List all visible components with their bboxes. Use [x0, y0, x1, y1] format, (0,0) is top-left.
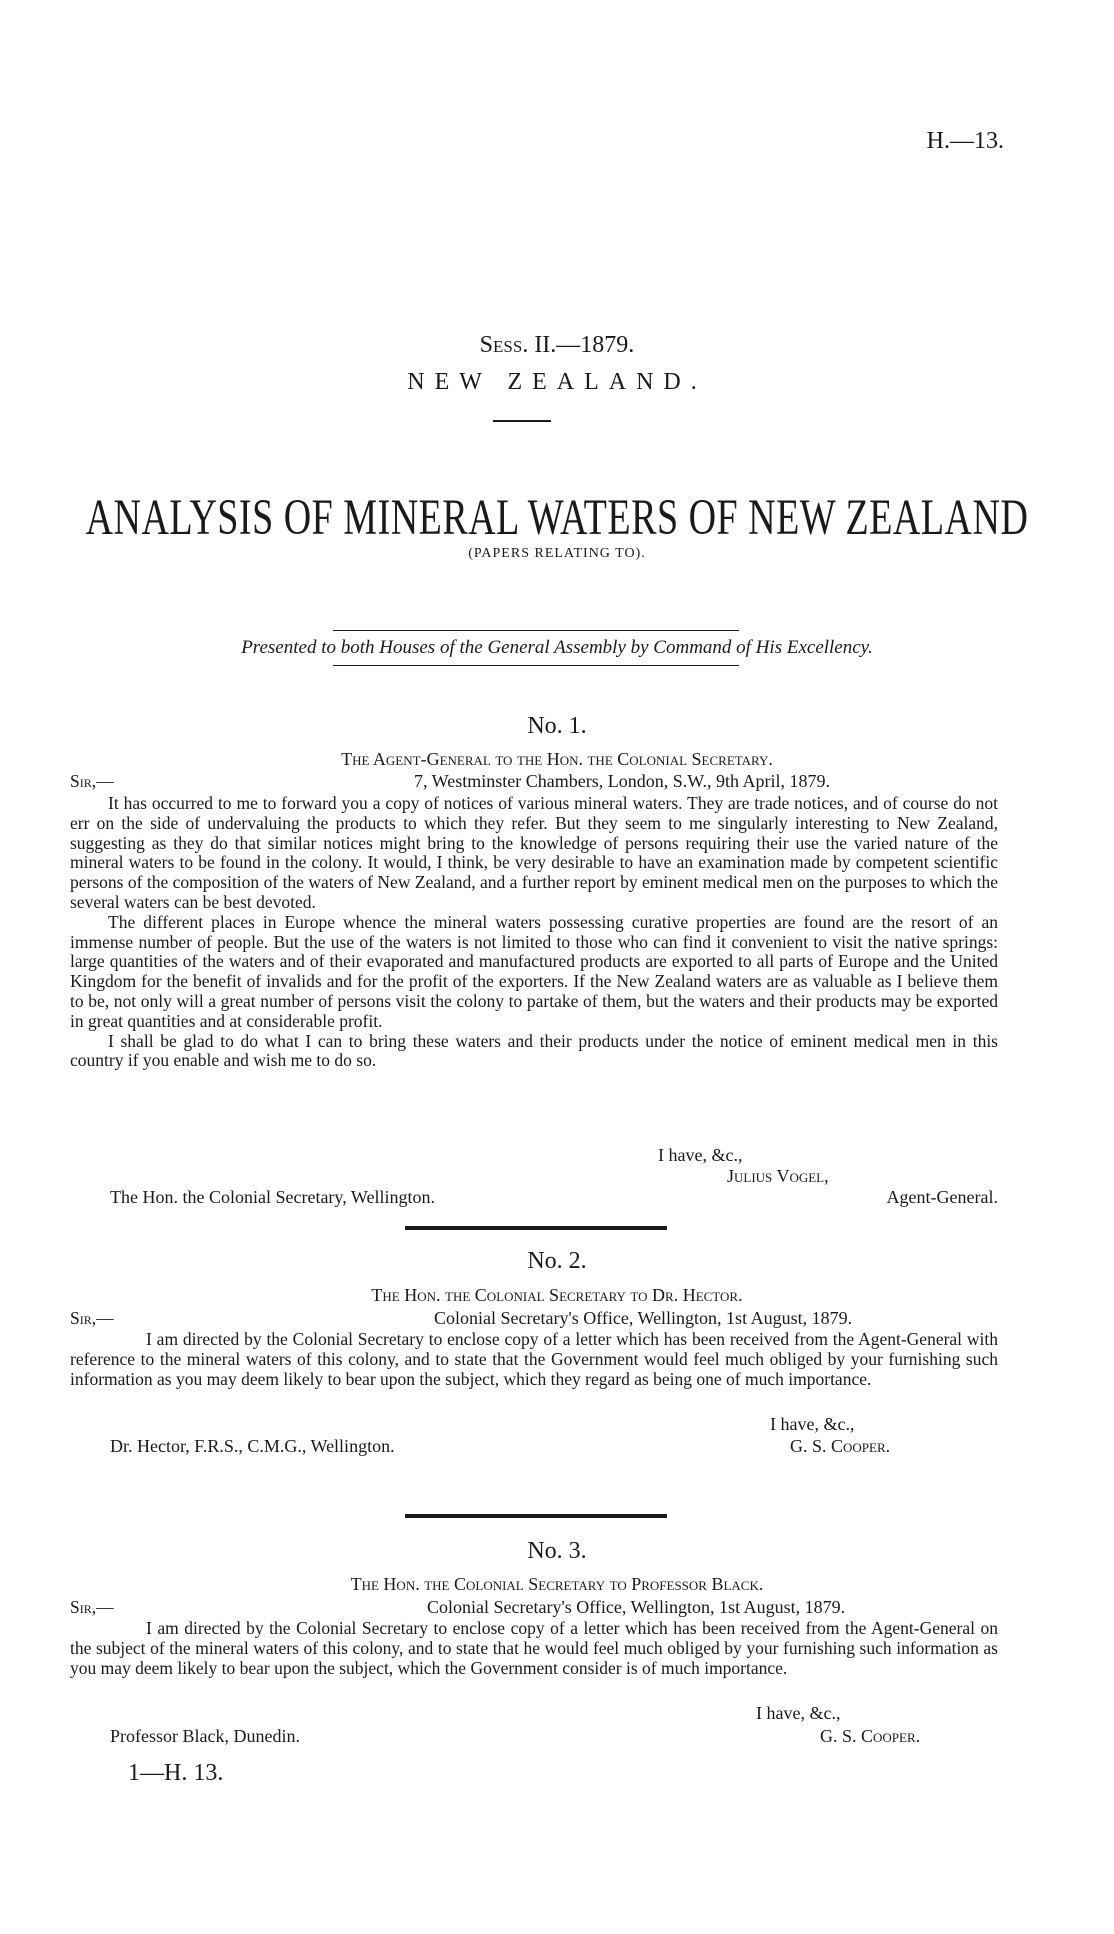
letter-1-salutation: Sir,—: [70, 771, 114, 791]
letter-2-body: [70, 1330, 998, 1389]
letter-2-addressee: Dr. Hector, F.R.S., C.M.G., Wellington.: [110, 1436, 395, 1456]
letter-3-body: [70, 1619, 998, 1678]
letter-3-paragraph-1: I am directed by the Colonial Secretary to enclose copy of a letter which has been received from the Agent-General on the subject of the mineral waters of this colony, and to state that he would feel much obliged by your furnishing such information as you may deem likely to bear upon the subject, which the Government consider is of much importance.: [70, 1618, 998, 1678]
letter-2-number: No. 2.: [527, 1248, 587, 1274]
presented-rule-top: [333, 630, 739, 631]
letter-1-paragraph-2: The different places in Europe whence the mineral waters possessing curative properties are found are the resort of an immense number of people. But the use of the waters is not limited to those who can find it convenient to visit the native springs: large quantities of the waters and of their evaporated and manufactured products are exported to all parts of Europe and the United Kingdom for the benefit of invalids and for the profit of the exporters. If the New Zealand waters are as valuable as I believe them to be, not only will a great number of persons visit the colony to partake of them, but the waters and their products may be exported in great quantities and at considerable profit.: [70, 911, 998, 1031]
footer-reference: 1—H. 13.: [128, 1760, 224, 1786]
separator-rule-1: [405, 1226, 667, 1230]
document-title: ANALYSIS OF MINERAL WATERS OF NEW ZEALAND: [85, 489, 1029, 547]
letter-1-paragraph-1: It has occurred to me to forward you a copy of notices of various mineral waters. They are trade notices, and of course do not err on the side of undervaluing the products to which they refer. But they seem to me singularly interesting to New Zealand, suggesting as they do that similar notices might bring to the knowledge of persons requiring their use the varied nature of the mineral waters to be found in the colony. It would, I think, be very desirable to have an examination made by competent scientific persons of the composition of the waters of New Zealand, and a further report by eminent medical men on the purposes to which the several waters can be best devoted.: [70, 793, 998, 912]
letter-1-heading: The Agent-General to the Hon. the Colonial Secretary.: [341, 749, 773, 769]
letter-3-heading: The Hon. the Colonial Secretary to Professor Black.: [350, 1574, 764, 1594]
letter-1-address: 7, Westminster Chambers, London, S.W., 9th April, 1879.: [414, 771, 831, 791]
letter-2-signature: G. S. Cooper.: [790, 1436, 891, 1456]
letter-2-address: Colonial Secretary's Office, Wellington, 1st August, 1879.: [434, 1308, 853, 1328]
letter-3-salutation: Sir,—: [70, 1597, 114, 1617]
letter-2-salutation: Sir,—: [70, 1308, 114, 1328]
page-reference: H.—13.: [926, 128, 1004, 154]
letter-1-signature-title: Agent-General.: [886, 1187, 998, 1207]
presented-rule-bottom: [333, 665, 739, 666]
letter-1-body: [70, 794, 998, 1071]
document-subtitle: (PAPERS RELATING TO).: [468, 546, 646, 561]
letter-1-closing: I have, &c.,: [658, 1145, 743, 1165]
country-line: NEW ZEALAND.: [407, 369, 707, 395]
letter-1-paragraph-3: I shall be glad to do what I can to bring these waters and their products under the notice of eminent medical men in this country if you enable and wish me to do so.: [70, 1030, 998, 1071]
letter-1-addressee: The Hon. the Colonial Secretary, Wellington.: [110, 1187, 435, 1207]
session-line: Sess. II.—1879.: [479, 332, 635, 358]
separator-rule-2: [405, 1514, 667, 1518]
letter-1-signature: Julius Vogel,: [727, 1166, 829, 1186]
letter-3-signature: G. S. Cooper.: [820, 1726, 921, 1746]
letter-2-heading: The Hon. the Colonial Secretary to Dr. Hector.: [371, 1285, 743, 1305]
letter-3-number: No. 3.: [527, 1538, 587, 1564]
letter-1-number: No. 1.: [527, 713, 587, 739]
letter-3-closing: I have, &c.,: [756, 1703, 841, 1723]
letter-2-closing: I have, &c.,: [770, 1414, 855, 1434]
presented-line: Presented to both Houses of the General Assembly by Command of His Excellency.: [241, 637, 873, 658]
letter-3-addressee: Professor Black, Dunedin.: [110, 1726, 300, 1746]
letter-2-paragraph-1: I am directed by the Colonial Secretary to enclose copy of a letter which has been received from the Agent-General with reference to the mineral waters of this colony, and to state that the Government would feel much obliged by your furnishing such information as you may deem likely to bear upon the subject, which they regard as being one of much importance.: [70, 1329, 998, 1389]
letter-3-address: Colonial Secretary's Office, Wellington, 1st August, 1879.: [427, 1597, 846, 1617]
short-rule: [493, 420, 551, 422]
